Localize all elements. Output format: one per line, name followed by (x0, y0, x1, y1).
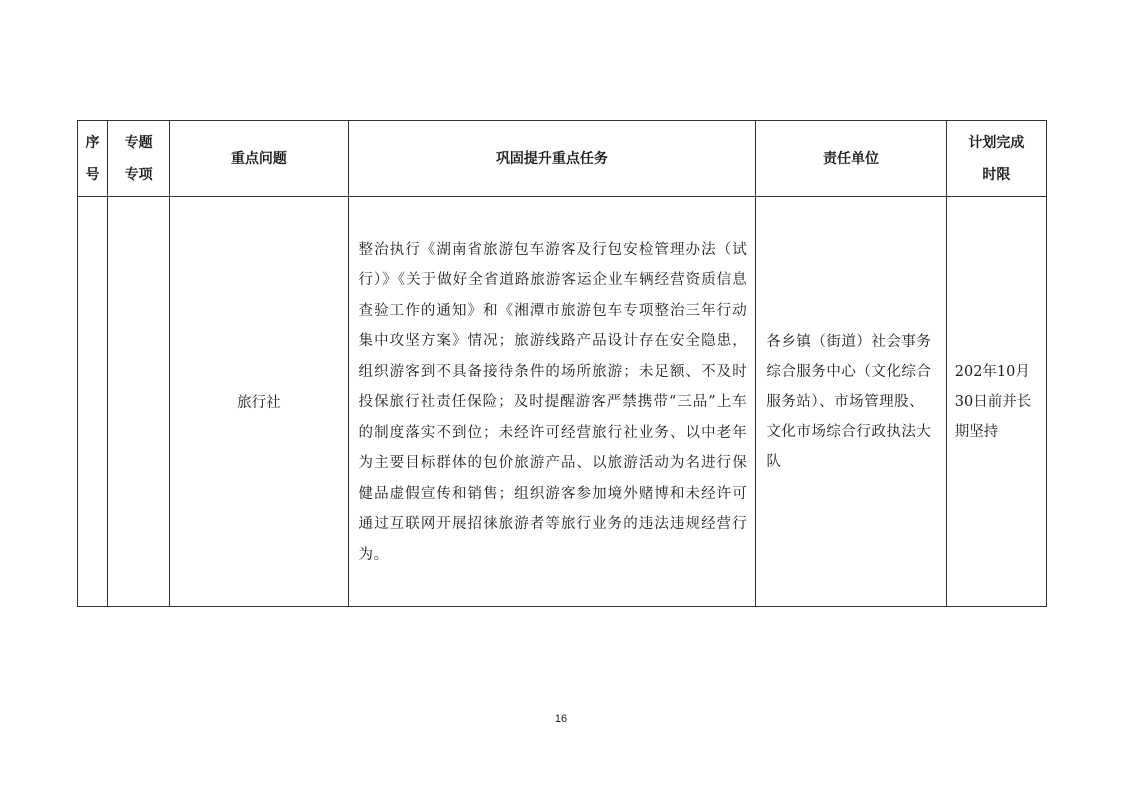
header-topic (108, 121, 170, 197)
table-header-row (78, 121, 1047, 197)
page-number: 16 (554, 713, 568, 725)
header-seq-line-2: 号 (85, 166, 100, 183)
header-issue: 重点问题 (170, 121, 348, 197)
header-topic-line-1: 专题 (124, 134, 153, 151)
header-task: 巩固提升重点任务 (348, 121, 756, 197)
cell-issue: 旅行社 (170, 197, 348, 607)
cell-deadline: 202年10月30日前并长期坚持 (946, 197, 1046, 607)
header-seq-line-1: 序 (85, 134, 100, 151)
header-deadline-line-2: 时限 (982, 166, 1011, 183)
cell-task: 整治执行《湖南省旅游包车游客及行包安检管理办法（试行）》《关于做好全省道路旅游客运企业车辆经营资质信息查验工作的通知》和《湘潭市旅游包车专项整治三年行动集中攻坚方案》情况；旅游线路产品设计存在安全隐患，组织游客到不具备接待条件的场所旅游；未足额、不及时投保旅行社责任保险；及时提醒游客严禁携带“三品”上车的制度落实不到位；未经许可经营旅行社业务、以中老年为主要目标群体的包价旅游产品、以旅游活动为名进行保健品虚假宣传和销售；组织游客参加境外赌博和未经许可通过互联网开展招徕旅游者等旅行业务的违法违规经营行为。 (348, 197, 756, 607)
cell-topic (108, 197, 170, 607)
cell-seq (78, 197, 108, 607)
header-unit: 责任单位 (756, 121, 946, 197)
header-topic-line-2: 专项 (124, 166, 153, 183)
table-row (78, 197, 1047, 607)
task-table (77, 120, 1047, 607)
cell-unit: 各乡镇（街道）社会事务综合服务中心（文化综合服务站）、市场管理股、文化市场综合行政执法大队 (756, 197, 946, 607)
header-deadline (946, 121, 1046, 197)
header-seq (78, 121, 108, 197)
header-deadline-line-1: 计划完成 (968, 134, 1025, 151)
